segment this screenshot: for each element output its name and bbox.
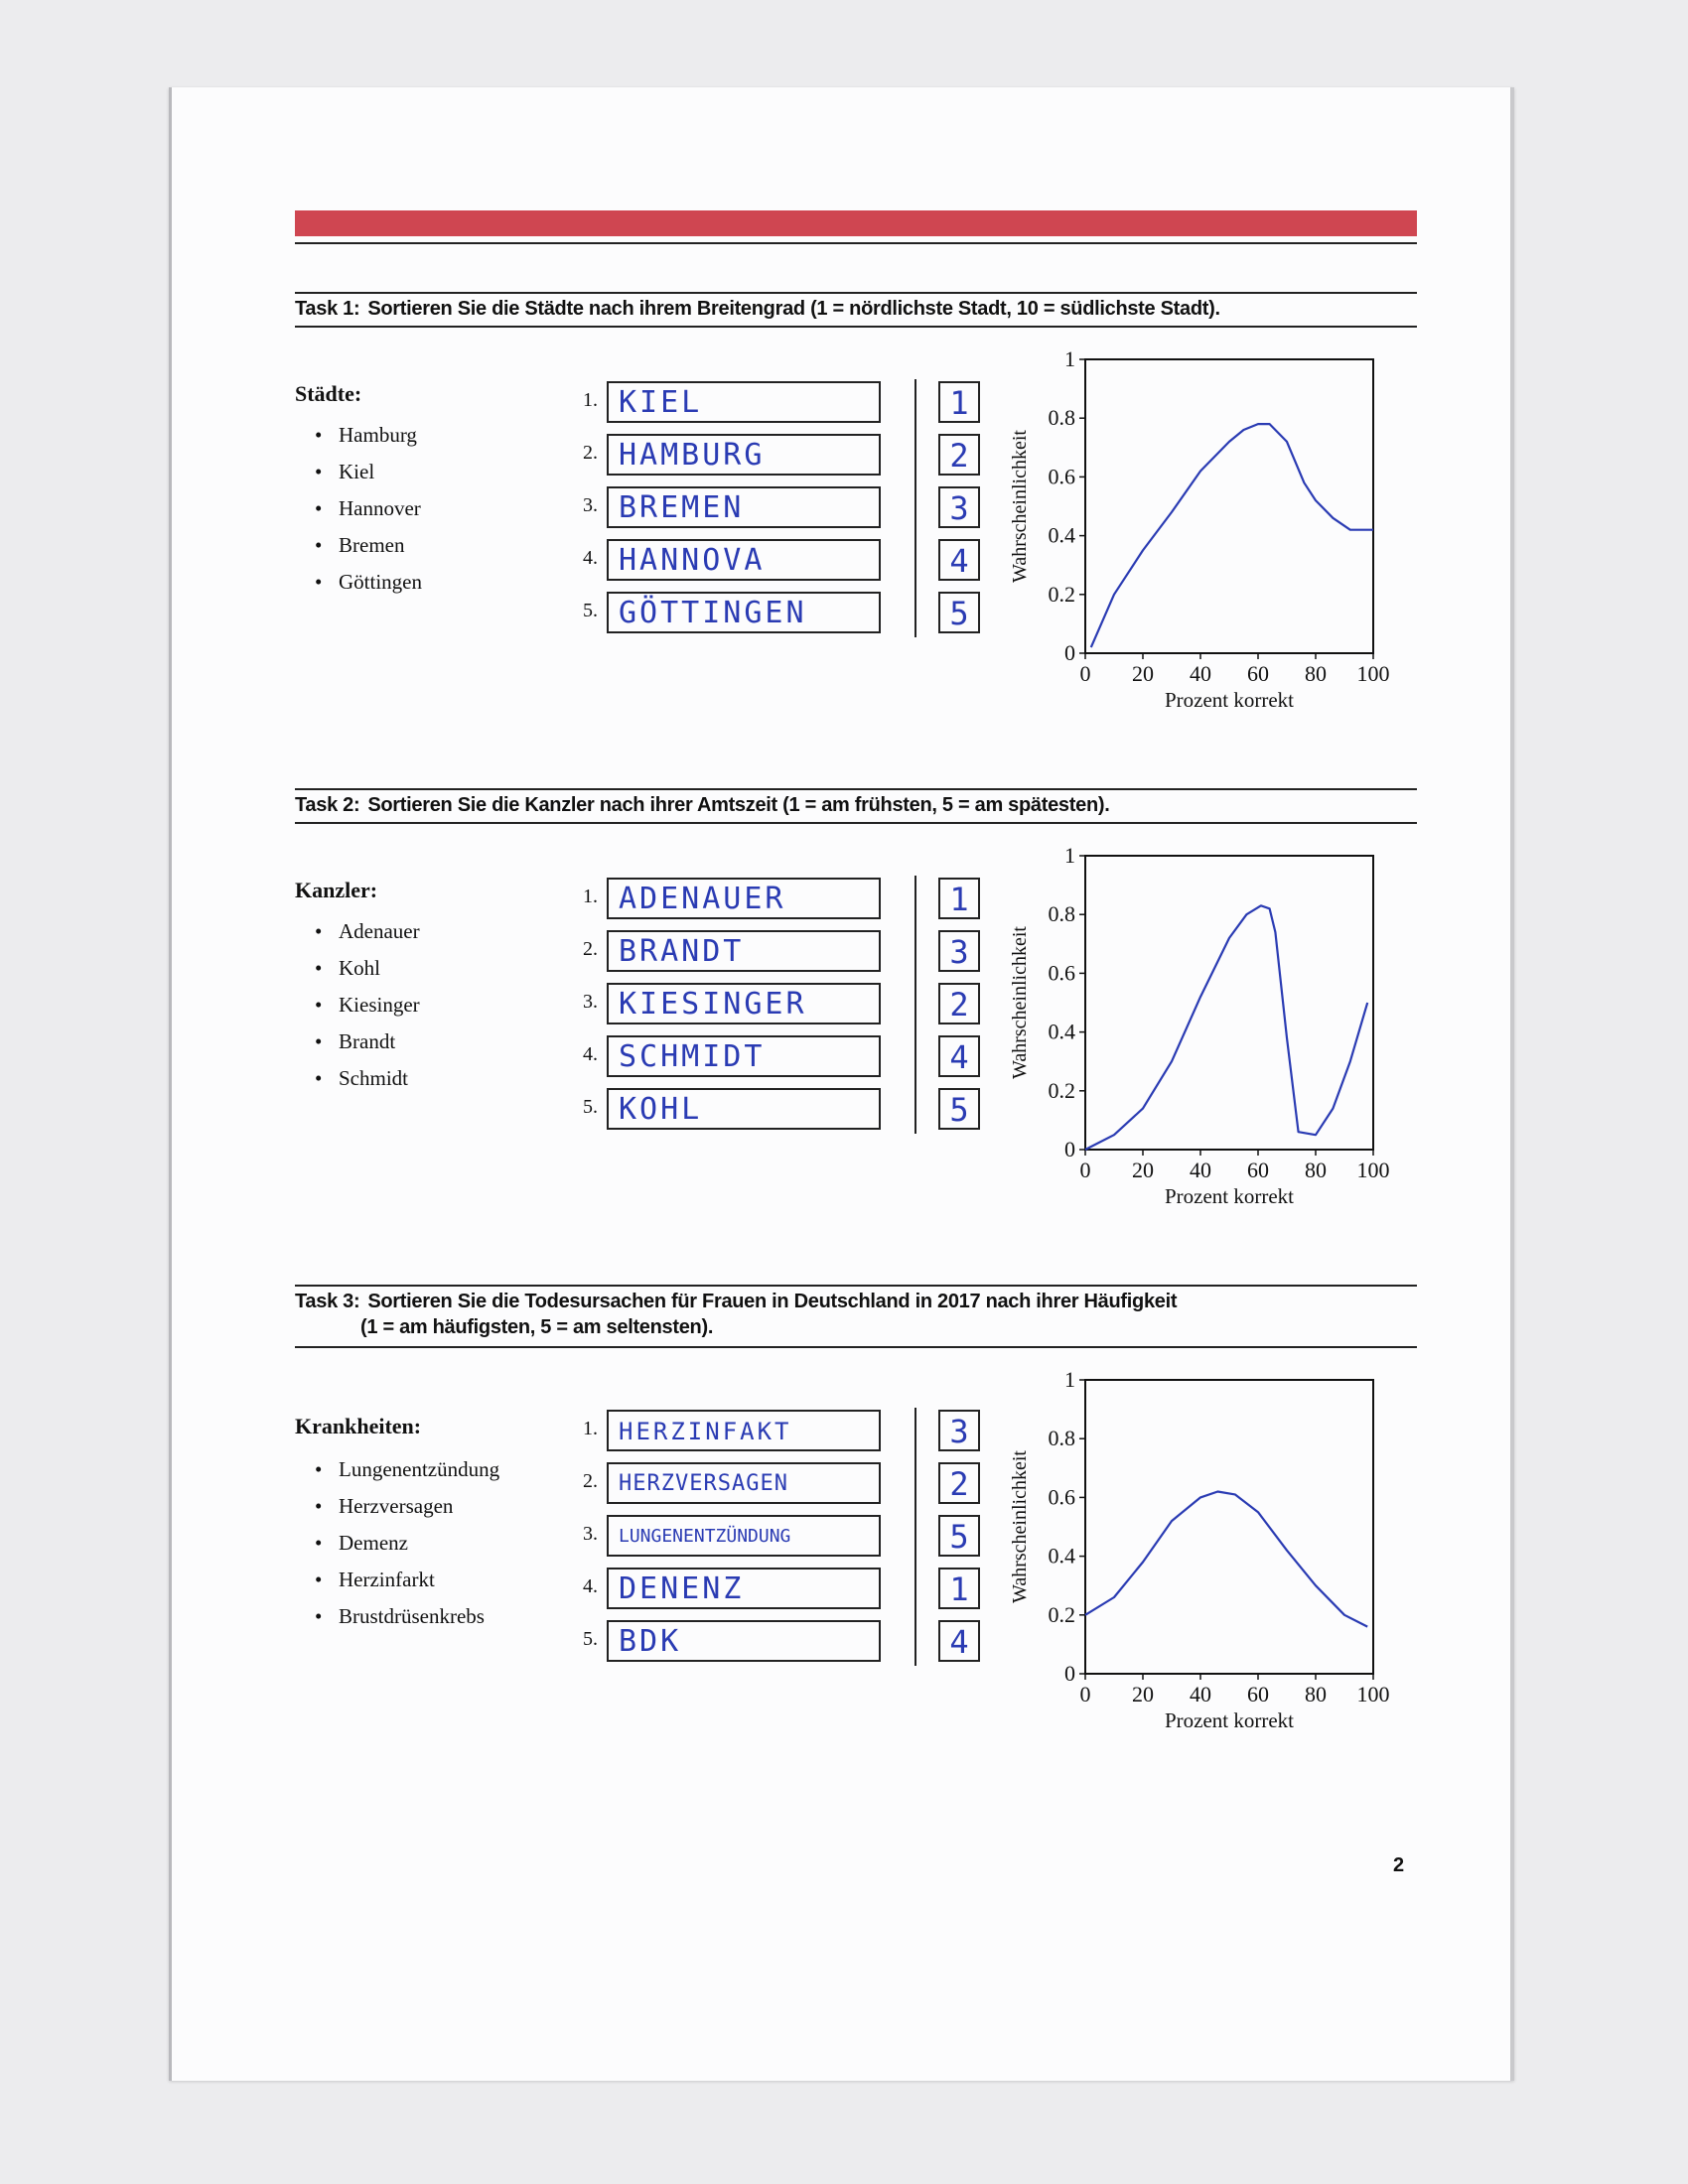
item-list <box>315 417 422 601</box>
x-tick-label: 80 <box>1305 1158 1327 1182</box>
list-heading: Städte: <box>295 381 362 406</box>
list-item: • Göttingen <box>315 564 422 601</box>
y-tick-label: 0 <box>1064 1661 1075 1686</box>
list-item: • Brustdrüsenkrebs <box>315 1598 499 1635</box>
answer-field[interactable]: BRANDT <box>607 930 881 972</box>
list-item: • Demenz <box>315 1525 499 1562</box>
y-tick-label: 0.2 <box>1048 581 1075 607</box>
x-axis-label: Prozent korrekt <box>1164 1184 1295 1208</box>
separator <box>914 379 916 637</box>
chart-1 <box>986 346 1423 712</box>
y-axis-label: Wahrscheinlichkeit <box>1009 430 1031 583</box>
rank-box[interactable]: 5 <box>938 592 980 633</box>
rank-box[interactable]: 1 <box>938 1568 980 1609</box>
rank-box[interactable]: 4 <box>938 1620 980 1662</box>
list-item: • Kiel <box>315 454 422 490</box>
rank-box[interactable]: 1 <box>938 381 980 423</box>
x-tick-label: 60 <box>1247 1158 1269 1182</box>
answer-field[interactable]: KIESINGER <box>607 983 881 1024</box>
y-tick-label: 0.8 <box>1048 901 1075 927</box>
chart-2 <box>986 843 1423 1208</box>
list-item: • Hamburg <box>315 417 422 454</box>
task-1-title: Task 1: Sortieren Sie die Städte nach ihrem Breitengrad (1 = nördlichste Stadt, 10 = südlichste Stadt). <box>295 298 1220 320</box>
separator <box>914 876 916 1134</box>
x-tick-label: 20 <box>1132 1682 1154 1706</box>
x-tick-label: 100 <box>1356 1158 1390 1182</box>
series-line <box>1085 1492 1367 1627</box>
x-axis-label: Prozent korrekt <box>1164 1708 1295 1732</box>
task-3-title: Task 3: Sortieren Sie die Todesursachen für Frauen in Deutschland in 2017 nach ihrer Häufigkeit (1 = am häufigsten, 5 = am seltensten). <box>295 1291 1178 1338</box>
x-tick-label: 40 <box>1190 661 1211 686</box>
x-tick-label: 20 <box>1132 661 1154 686</box>
rank-box[interactable]: 4 <box>938 539 980 581</box>
x-tick-label: 80 <box>1305 1682 1327 1706</box>
answer-field[interactable]: HANNOVA <box>607 539 881 581</box>
x-tick-label: 100 <box>1356 1682 1390 1706</box>
series-line <box>1085 905 1367 1150</box>
y-tick-label: 0.6 <box>1048 464 1075 489</box>
y-tick-label: 1 <box>1064 843 1075 868</box>
chart-3 <box>986 1367 1423 1732</box>
x-tick-label: 60 <box>1247 661 1269 686</box>
rank-box[interactable]: 2 <box>938 1462 980 1504</box>
x-tick-label: 40 <box>1190 1158 1211 1182</box>
plot-frame <box>1085 359 1373 653</box>
list-item: • Schmidt <box>315 1060 420 1097</box>
x-tick-label: 0 <box>1079 1682 1091 1706</box>
rank-box[interactable]: 4 <box>938 1035 980 1077</box>
y-tick-label: 0.4 <box>1048 1543 1075 1569</box>
x-tick-label: 40 <box>1190 1682 1211 1706</box>
answer-field[interactable]: LUNGENENTZÜNDUNG <box>607 1515 881 1557</box>
list-item: • Lungenentzündung <box>315 1451 499 1488</box>
x-tick-label: 0 <box>1079 1158 1091 1182</box>
rank-box[interactable]: 5 <box>938 1088 980 1130</box>
answer-field[interactable]: KOHL <box>607 1088 881 1130</box>
rank-box[interactable]: 5 <box>938 1515 980 1557</box>
list-heading: Krankheiten: <box>295 1414 422 1438</box>
answer-field[interactable]: BREMEN <box>607 486 881 528</box>
rank-box[interactable]: 3 <box>938 1410 980 1451</box>
answer-field[interactable]: HERZVERSAGEN <box>607 1462 881 1504</box>
list-item: • Adenauer <box>315 913 420 950</box>
y-tick-label: 0.6 <box>1048 960 1075 986</box>
item-list <box>315 913 420 1097</box>
y-tick-label: 0.2 <box>1048 1077 1075 1103</box>
header-rule <box>295 242 1417 244</box>
y-tick-label: 0.6 <box>1048 1484 1075 1510</box>
list-item: • Hannover <box>315 490 422 527</box>
rank-box[interactable]: 2 <box>938 434 980 476</box>
list-item: • Herzinfarkt <box>315 1562 499 1598</box>
y-axis-label: Wahrscheinlichkeit <box>1009 926 1031 1079</box>
list-heading: Kanzler: <box>295 878 378 902</box>
answer-field[interactable]: GÖTTINGEN <box>607 592 881 633</box>
y-tick-label: 0 <box>1064 1137 1075 1161</box>
answer-field[interactable]: KIEL <box>607 381 881 423</box>
task-2-title: Task 2: Sortieren Sie die Kanzler nach ihrer Amtszeit (1 = am frühsten, 5 = am spätesten). <box>295 794 1110 816</box>
x-tick-label: 60 <box>1247 1682 1269 1706</box>
plot-frame <box>1085 1380 1373 1674</box>
rank-box[interactable]: 3 <box>938 486 980 528</box>
answer-field[interactable]: HAMBURG <box>607 434 881 476</box>
y-tick-label: 0 <box>1064 640 1075 665</box>
x-tick-label: 80 <box>1305 661 1327 686</box>
y-tick-label: 0.8 <box>1048 405 1075 431</box>
list-item: • Bremen <box>315 527 422 564</box>
x-axis-label: Prozent korrekt <box>1164 688 1295 712</box>
rank-box[interactable]: 2 <box>938 983 980 1024</box>
answer-field[interactable]: ADENAUER <box>607 878 881 919</box>
y-tick-label: 0.4 <box>1048 522 1075 548</box>
answer-field[interactable]: DENENZ <box>607 1568 881 1609</box>
page-number: 2 <box>1393 1854 1405 1876</box>
answer-field[interactable]: HERZINFAKT <box>607 1410 881 1451</box>
list-item: • Kiesinger <box>315 987 420 1024</box>
y-tick-label: 1 <box>1064 346 1075 371</box>
separator <box>914 1408 916 1666</box>
answer-field[interactable]: BDK <box>607 1620 881 1662</box>
y-tick-label: 1 <box>1064 1367 1075 1392</box>
header-color-bar <box>295 210 1417 236</box>
list-item: • Kohl <box>315 950 420 987</box>
plot-frame <box>1085 856 1373 1150</box>
item-list <box>315 1451 499 1635</box>
list-item: • Herzversagen <box>315 1488 499 1525</box>
y-axis-label: Wahrscheinlichkeit <box>1009 1450 1031 1603</box>
y-tick-label: 0.2 <box>1048 1601 1075 1627</box>
x-tick-label: 20 <box>1132 1158 1154 1182</box>
y-tick-label: 0.4 <box>1048 1019 1075 1044</box>
list-item: • Brandt <box>315 1024 420 1060</box>
series-line <box>1091 424 1373 647</box>
x-tick-label: 100 <box>1356 661 1390 686</box>
y-tick-label: 0.8 <box>1048 1426 1075 1451</box>
answer-field[interactable]: SCHMIDT <box>607 1035 881 1077</box>
document-page: Task 1: Sortieren Sie die Städte nach ihrem Breitengrad (1 = nördlichste Stadt, 10 = südlichste Stadt). Städte: • Hamburg • Kiel • Hannover • Bremen • Göttingen 1. KIEL 2. HAMBURG 3. BREMEN 4. HANNOVA 5. GÖTTINGEN 1 2 3 4 5 0 20 40 60 80 100 0 0.2 0.4 0.6 0.8 1 Prozent korrekt Wahrscheinlichkeit Task 2: Sortieren Sie die Kanzler nach ihrer Amtszeit (1 = am frühsten, 5 = am spätesten). Kanzler: • Adenauer • Kohl • Kiesinger • Brandt • Schmidt 1. ADENAUER 2. BRANDT 3. KIESINGER 4. SCHMIDT 5. KOHL 1 3 2 4 5 0 20 40 60 80 100 0 0.2 0.4 0.6 0.8 1 Prozent korrekt Wahrscheinlichkeit Task 3: Sortieren Sie die Todesursachen für Frauen in Deutschland in 2017 nach ihrer Häufigkeit (1 = am häufigsten, 5 = am seltensten). Krankheiten: • Lungenentzündung • Herzversagen • Demenz • Herzinfarkt • Brustdrüsenkrebs 1. HERZINFAKT 2. HERZVERSAGEN 3. LUNGENENTZÜNDUNG 4. DENENZ 5. BDK 3 2 5 1 4 0 20 40 60 80 100 0 0.2 0.4 0.6 0.8 1 Prozent korrekt Wahrscheinlichkeit 2 <box>169 87 1514 2081</box>
x-tick-label: 0 <box>1079 661 1091 686</box>
rank-box[interactable]: 1 <box>938 878 980 919</box>
rank-box[interactable]: 3 <box>938 930 980 972</box>
